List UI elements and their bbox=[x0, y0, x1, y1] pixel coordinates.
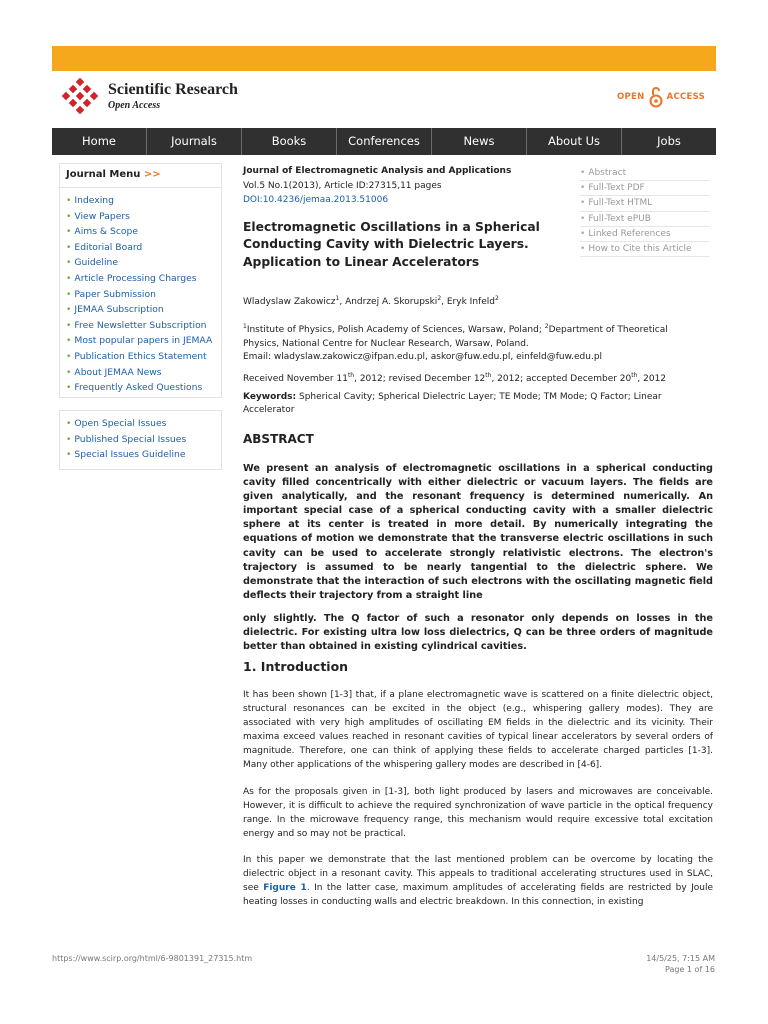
article-link-abstract[interactable]: • Abstract bbox=[580, 166, 710, 181]
affiliation-1: Institute of Physics, Polish Academy of Sciences, Warsaw, Poland; bbox=[246, 325, 545, 335]
journal-name[interactable]: Journal of Electromagnetic Analysis and Applications bbox=[243, 166, 512, 176]
footer-datetime: 14/5/25, 7:15 AM bbox=[646, 954, 715, 963]
menu-item-about-jemaa-news[interactable]: • About JEMAA News bbox=[66, 365, 221, 381]
menu-item-article-processing-charges[interactable]: • Article Processing Charges bbox=[66, 271, 221, 287]
keywords-text: Spherical Cavity; Spherical Dielectric Layer; TE Mode; TM Mode; Q Factor; Linear Accelerator bbox=[243, 392, 662, 415]
journal-menu-title-text: Journal Menu bbox=[66, 169, 141, 180]
introduction-heading: 1. Introduction bbox=[243, 659, 349, 674]
nav-item-jobs[interactable]: Jobs bbox=[657, 134, 681, 148]
menu-item-jemaa-subscription[interactable]: • JEMAA Subscription bbox=[66, 302, 221, 318]
article-link-full-text-pdf[interactable]: • Full-Text PDF bbox=[580, 181, 710, 196]
top-accent-bar bbox=[52, 46, 716, 71]
menu-item-most-popular-papers-in-jemaa[interactable]: • Most popular papers in JEMAA bbox=[66, 333, 221, 349]
footer-page-number: Page 1 of 16 bbox=[665, 965, 715, 974]
received-part-2: , 2012; revised December 12 bbox=[354, 374, 486, 384]
journal-menu bbox=[59, 163, 222, 398]
keywords bbox=[243, 391, 703, 417]
article-link-how-to-cite-this-article[interactable]: • How to Cite this Article bbox=[580, 242, 710, 257]
author-name: Wladyslaw Zakowicz bbox=[243, 297, 336, 307]
figure-1-link[interactable]: Figure 1 bbox=[263, 883, 307, 894]
logo-subtitle: Open Access bbox=[108, 100, 161, 111]
intro-paragraph-3-start: In this paper we demonstrate that the last mentioned problem can be overcome by locating the dielectric object in a resonant cavity. This appeals to traditional accelerating structures used in SLAC, see bbox=[243, 854, 713, 894]
scientific-research-logo-icon bbox=[58, 78, 102, 118]
open-access-badge bbox=[617, 85, 705, 109]
menu-item-aims-scope[interactable]: • Aims & Scope bbox=[66, 224, 221, 240]
open-lock-icon bbox=[649, 86, 663, 108]
menu-item-editorial-board[interactable]: • Editorial Board bbox=[66, 240, 221, 256]
special-item-published-special-issues[interactable]: • Published Special Issues bbox=[66, 432, 221, 448]
received-part-1: Received November 11 bbox=[243, 374, 348, 384]
nav-item-news[interactable]: News bbox=[432, 128, 527, 155]
intro-paragraph-2: As for the proposals given in [1-3], both light produced by lasers and microwaves are conceivable. However, it is difficult to achieve the required synchronization of wave particle in the optical frequency range. In the microwave frequency range, this mechanism would require excessive total excitation energy and so may not be practical. bbox=[243, 786, 713, 839]
special-issues-list bbox=[60, 411, 221, 463]
abstract-body bbox=[243, 462, 713, 663]
open-access-right-text: ACCESS bbox=[666, 92, 706, 102]
author-list bbox=[243, 295, 499, 307]
menu-item-publication-ethics-statement[interactable]: • Publication Ethics Statement bbox=[66, 349, 221, 365]
received-part-4: , 2012 bbox=[637, 374, 667, 384]
received-part-3: , 2012; accepted December 20 bbox=[491, 374, 632, 384]
abstract-paragraph-1: We present an analysis of electromagnetic oscillations in a spherical conducting cavity filled concentrically with either dielectric or vacuum layers. The fields are given analytically, and the resonant frequency is determined numerically. An important special case of a spherical conducting cavity with a smaller dielectric sphere at its center is treated in more detail. By numerically integrating the equations of motion we demonstrate that the transverse electric oscillations in such cavity can be used to accelerate strongly relativistic electrons. The electron's trajectory is assumed to be nearly tangential to the dielectric sphere. We demonstrate that the interaction of such electrons with the oscillating magnetic field deflects their trajectory from a straight line bbox=[243, 463, 713, 601]
footer-url: https://www.scirp.org/html/6-9801391_27315.htm bbox=[52, 954, 253, 963]
nav-item-conferences[interactable]: Conferences bbox=[337, 128, 432, 155]
author-affiliation-mark: 2 bbox=[494, 295, 499, 302]
introduction-body bbox=[243, 688, 713, 910]
abstract-heading: ABSTRACT bbox=[243, 432, 314, 446]
received-sup-1: th bbox=[347, 372, 355, 379]
article-links-panel bbox=[580, 166, 710, 257]
volume-info: Vol.5 No.1(2013), Article ID:27315,11 pages bbox=[243, 181, 442, 191]
special-item-open-special-issues[interactable]: • Open Special Issues bbox=[66, 416, 221, 432]
intro-paragraph-3-end: . In the latter case, maximum amplitudes of accelerating fields are restricted by Joule heating losses in conducting walls and electric breakdown. In this connection, in existing bbox=[243, 883, 713, 908]
menu-item-guideline[interactable]: • Guideline bbox=[66, 255, 221, 271]
author-separator: , bbox=[339, 297, 346, 307]
logo-title: Scientific Research bbox=[108, 81, 238, 98]
menu-item-view-papers[interactable]: • View Papers bbox=[66, 209, 221, 225]
article-title: Electromagnetic Oscillations in a Spherical Conducting Cavity with Dielectric Layers. Application to Linear Accelerators bbox=[243, 220, 540, 269]
main-navigation bbox=[52, 128, 716, 155]
nav-item-home[interactable]: Home bbox=[52, 128, 147, 155]
intro-paragraph-1: It has been shown [1-3] that, if a plane electromagnetic wave is scattered on a finite dielectric object, structural resonances can be excited in the object (e.g., whispering gallery modes). They are associated with very high amplitudes of oscillating EM fields in the dielectric and its vicinity. Their maxima exceed values reached in resonant cavities of typical linear accelerators by several orders of magnitude. Therefore, one can think of applying these fields to accelerate charged particles [1-3]. Many other applications of the whispering gallery modes are described in [4-6]. bbox=[243, 690, 713, 771]
open-access-left-text: OPEN bbox=[617, 92, 645, 102]
author-name: Andrzej A. Skorupski bbox=[345, 297, 438, 307]
email-line: Email: wladyslaw.zakowicz@ifpan.edu.pl, askor@fuw.edu.pl, einfeld@fuw.edu.pl bbox=[243, 352, 603, 362]
author-name: Eryk Infeld bbox=[446, 297, 495, 307]
journal-menu-title bbox=[60, 164, 221, 188]
author-affiliation-mark: 2 bbox=[437, 295, 442, 302]
menu-item-indexing[interactable]: • Indexing bbox=[66, 193, 221, 209]
article-link-full-text-html[interactable]: • Full-Text HTML bbox=[580, 196, 710, 211]
nav-item-journals[interactable]: Journals bbox=[147, 128, 242, 155]
site-logo[interactable] bbox=[58, 78, 298, 118]
nav-item-books[interactable]: Books bbox=[242, 128, 337, 155]
menu-item-frequently-asked-questions[interactable]: • Frequently Asked Questions bbox=[66, 380, 221, 396]
intro-paragraph-3 bbox=[243, 853, 713, 909]
menu-item-free-newsletter-subscription[interactable]: • Free Newsletter Subscription bbox=[66, 318, 221, 334]
article-link-linked-references[interactable]: • Linked References bbox=[580, 227, 710, 242]
journal-menu-arrow: >> bbox=[143, 169, 161, 180]
menu-item-paper-submission[interactable]: • Paper Submission bbox=[66, 287, 221, 303]
special-item-special-issues-guideline[interactable]: • Special Issues Guideline bbox=[66, 447, 221, 463]
author-separator: , bbox=[441, 297, 447, 307]
author-affiliation-mark: 1 bbox=[335, 295, 340, 302]
nav-item-about-us[interactable]: About Us bbox=[527, 128, 622, 155]
received-sup-3: th bbox=[631, 372, 638, 379]
received-dates bbox=[243, 372, 666, 384]
affiliation-2: Department of Theoretical Physics, National Centre for Nuclear Research, Warsaw, Poland. bbox=[243, 325, 668, 349]
received-sup-2: th bbox=[485, 372, 492, 379]
keywords-label: Keywords: bbox=[243, 392, 297, 402]
affiliations: $^1$Institute of Physics, Polish Academy of Sciences, Warsaw, Poland; $^2$Department of Theoretical Physics, National Centre for Nuclear Research, Warsaw, Poland. bbox=[243, 323, 668, 349]
abstract-paragraph-2: only slightly. The Q factor of such a resonator only depends on losses in the dielectric. For existing ultra low loss dielectrics, Q can be three orders of magnitude better than obtained in existing cylindrical cavities. bbox=[243, 612, 713, 653]
doi-link[interactable]: DOI:10.4236/jemaa.2013.51006 bbox=[243, 195, 389, 205]
special-issues-menu bbox=[59, 410, 222, 470]
article-link-full-text-epub[interactable]: • Full-Text ePUB bbox=[580, 212, 710, 227]
journal-menu-list bbox=[60, 188, 221, 396]
